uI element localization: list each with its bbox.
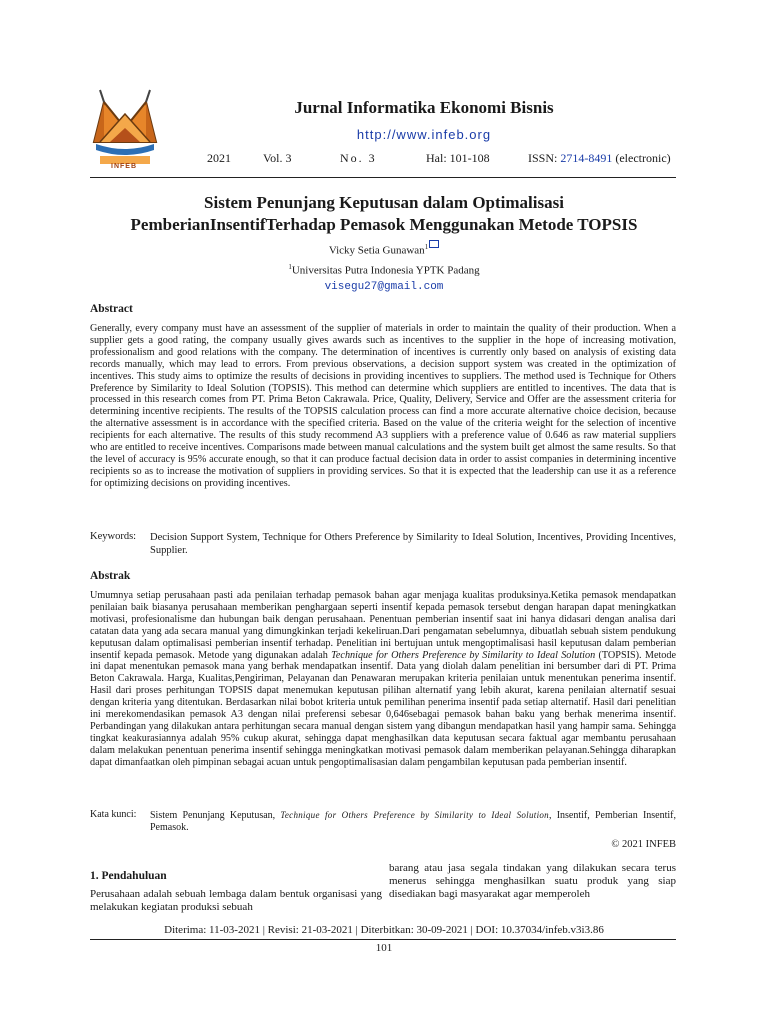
abstract-text: Generally, every company must have an assessment of the supplier of materials in order to maintain the quality of their production. When a supplier gets a good rating, the company usually gives awards such as incentives to the supplier in the hope of increasing motivation, professionalism and good relations with the company. The determination of incentives is currently only based on analysis of existing data records manually, which may lead to errors. From previous observations, a decision support system was created in the optimization of incentives. This study aims to optimize the results of decisions in providing incentives to suppliers. The method used is Technique for Others Preference by Similarity to Ideal Solution (TOPSIS). This method can determine which suppliers are entitled to incentives. The data that is processed in this research comes from PT. Prima Beton Cakrawala. Price, Quality, Delivery, Service and Offer are the assessment criteria for determining incentive recipients. The results of the TOPSIS calculation process can find a more accurate alternative choice decision, because the alternative assessment is in accordance with the specified criteria. Based on the value of the criteria weight for the selection of incentive recipients for each alternative. The results of this study recommend A3 suppliers with a preference value of 0.646 as raw material suppliers who are entitled to receive incentives. Comparisons made between manual calculations and the system built get almost the same results. So that the level of accuracy is 95% accurate enough, so that it can produce factual decision data in order to assist companies in determining incentive recipients so as to increase the motivation of suppliers in providing services. So that it is expected that the leadership can use it as a reference for optimizing decisions on providing incentives. bbox=[90, 323, 676, 489]
author-name: Vicky Setia Gunawan bbox=[328, 244, 425, 257]
intro-left-text: Perusahaan adalah sebuah lembaga dalam bentuk organisasi yang melakukan kegiatan produksi sebuah bbox=[90, 888, 382, 913]
affiliation-sup: 1 bbox=[288, 263, 292, 271]
author-line bbox=[0, 241, 768, 257]
abstrak-text-italic: Technique for Others Preference by Similarity to Ideal Solution bbox=[331, 649, 596, 661]
abstrak-heading: Abstrak bbox=[90, 570, 131, 582]
issue-pages: Hal: 101-108 bbox=[426, 151, 490, 165]
keywords-text: Decision Support System, Technique for Others Preference by Similarity to Ideal Solution, Incentives, Providing Incentives, Supplier. bbox=[150, 532, 676, 556]
kata-kunci-italic: Technique for Others Preference by Similarity to Ideal Solution bbox=[280, 810, 549, 820]
abstrak-text-b: (TOPSIS). Metode ini dapat menentukan pemasok mana yang berhak mendapatkan insentif. Data yang diolah dalam penelitian ini bersumber dari di PT. Prima Beton Cakrawala. Harga, Kualitas,Pengiriman, Pelayanan dan Penawaran merupakan kriteria penilaian untuk menentukan penerima insentif. Hasil dari proses perhitungan TOPSIS dapat menemukan keputusan pilihan alternatif yang lebih akurat, karena penilaian alternatif sesuai dengan kriteria yang ditentukan. Berdasarkan nilai bobot kriteria untuk pemilihan penerima insentif pada setiap alternatif. Hasil dari penelitian ini merekomendasikan pemasok A3 dengan nilai preferensi sebesar 0,646sebagai pemasok bahan baku yang berhak menerima insentif. Perbandingan yang dilakukan antara perhitungan secara manual dengan sistem yang dibangun mendapatkan hasil yang hampir sama. Sehingga tingkat keakurasiannya adalah 95% cukup akurat, sehingga dapat menghasilkan data keputusan secara faktual agar membantu perusahaan dalam melakukan penentuan penerima insentif sehingga meningkatkan motivasi pemasok dalam memberikan pelayanan.Sehingga diharapkan dapat dimanfaatkan oleh pimpinan sebagai acuan untuk pengoptimalisasian dalam pengambilan keputusan pada pemberian insentif. bbox=[90, 649, 677, 768]
keywords-label: Keywords: bbox=[90, 531, 137, 542]
footer-divider bbox=[90, 939, 676, 940]
mail-icon[interactable] bbox=[429, 240, 439, 248]
kata-kunci-a: Sistem Penunjang Keputusan, bbox=[150, 810, 276, 821]
issn-label: ISSN: bbox=[528, 151, 558, 165]
kata-kunci-b: , Insentif, Pemberian Insentif, Pemasok. bbox=[150, 810, 676, 833]
abstrak-text bbox=[90, 590, 676, 769]
abstract-heading: Abstract bbox=[90, 303, 133, 315]
author-email[interactable]: visegu27@gmail.com bbox=[324, 281, 444, 293]
intro-heading: 1. Pendahuluan bbox=[90, 870, 167, 882]
affiliation-line bbox=[0, 263, 768, 277]
affiliation: Universitas Putra Indonesia YPTK Padang bbox=[291, 264, 480, 277]
intro-right-text: barang atau jasa segala tindakan yang dilakukan secara terus menerus sehingga menghasilkan suatu produk yang siap disediakan bagi masyarakat agar memperoleh bbox=[389, 862, 676, 900]
copyright: © 2021 INFEB bbox=[611, 839, 676, 850]
abstrak-text-a: Umumnya setiap perusahaan pasti ada penilaian terhadap pemasok bahan agar menjaga kualitas produksinya.Ketika pemasok mendapatkan penilaian baik biasanya perusahaan memberikan penghargaan seperti insentif kepada pemasok tersebut dengan harapan dapat meningkatkan motivasi, profesionalisme dan hubungan baik dengan perusahaan. Penentuan pemberian insentif saat ini hanya didasari dengan analisa dari catatan data yang ada secara manual yang dimungkinkan terjadi kekeliruan.Dari pengamatan sebelumnya, dibuatlah sebuah sistem pendukung keputusan dalam optimalisasi pemberian insentif terhadap. Penelitian ini bertujuan untuk mengoptimalisasi hasil keputusan dalam pemberian insentif kepada pemasok. Metode yang digunakan adalah bbox=[90, 590, 676, 661]
footer-dates: Diterima: 11-03-2021 | Revisi: 21-03-2021 | Diterbitkan: 30-09-2021 | DOI: 10.37034/infeb.v3i3.86 bbox=[164, 924, 604, 936]
issue-volume: Vol. 3 bbox=[263, 151, 292, 165]
logo-text: INFEB bbox=[111, 163, 137, 170]
issn bbox=[528, 151, 671, 166]
journal-url[interactable]: http://www.infeb.org bbox=[356, 127, 492, 142]
issn-number[interactable]: 2714-8491 bbox=[560, 151, 613, 165]
kata-kunci-label: Kata kunci: bbox=[90, 809, 137, 820]
author-sup: 1 bbox=[424, 243, 429, 251]
article-title-line2: PemberianInsentifTerhadap Pemasok Menggunakan Metode TOPSIS bbox=[130, 215, 638, 234]
issn-type: (electronic) bbox=[615, 151, 671, 165]
article-title-line1: Sistem Penunjang Keputusan dalam Optimalisasi bbox=[204, 193, 564, 212]
page-number: 101 bbox=[375, 942, 393, 954]
header-divider bbox=[90, 177, 676, 178]
issue-number: No. 3 bbox=[340, 151, 377, 165]
journal-name: Jurnal Informatika Ekonomi Bisnis bbox=[294, 98, 554, 117]
issue-year: 2021 bbox=[207, 151, 231, 165]
kata-kunci-text bbox=[150, 809, 676, 834]
